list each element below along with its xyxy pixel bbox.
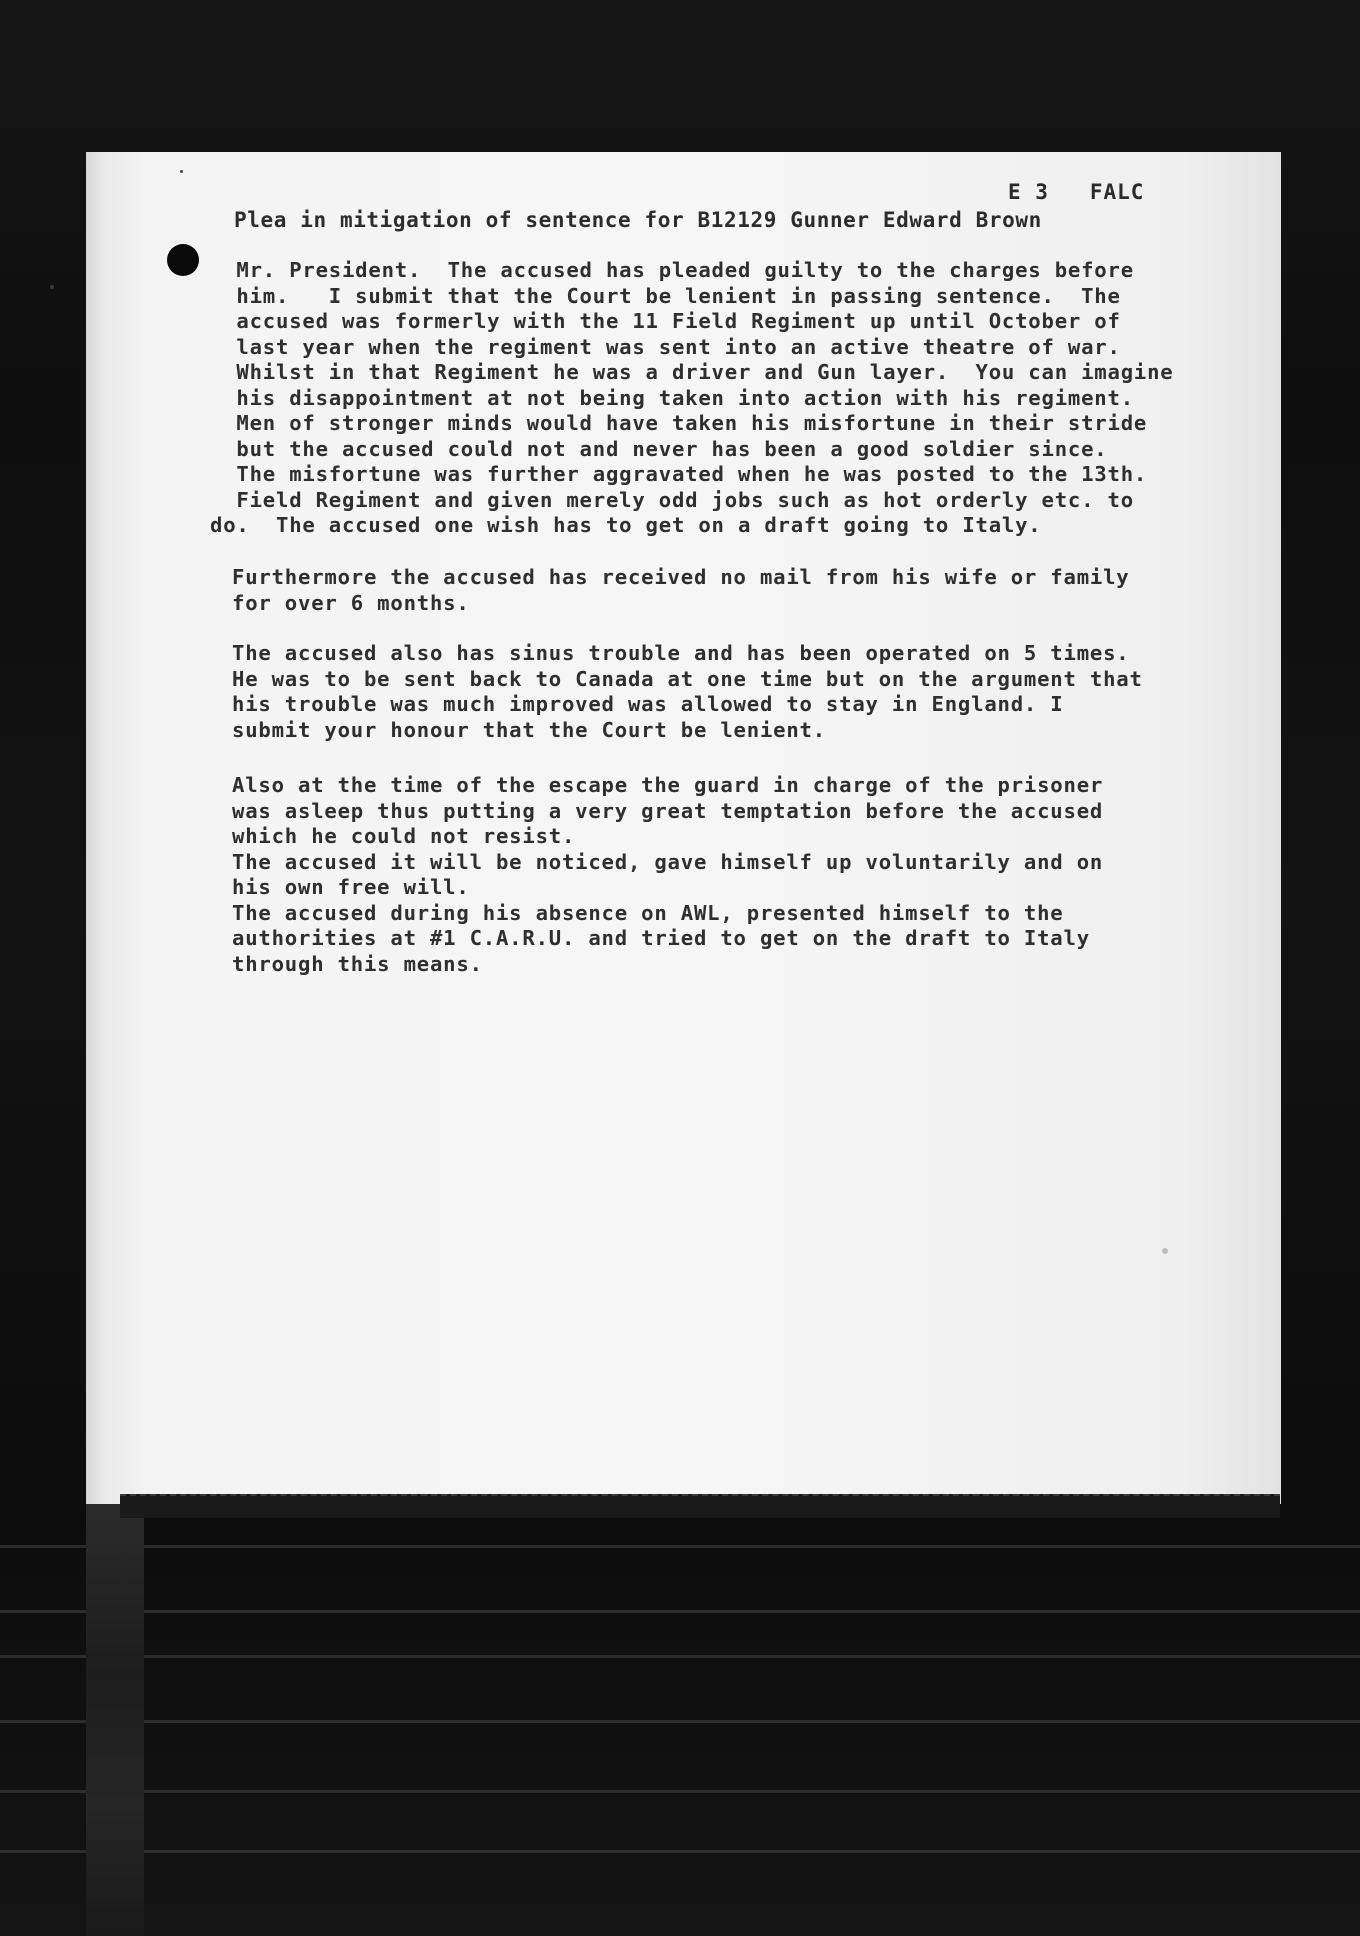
document-reference: E 3 FALC: [1008, 180, 1145, 204]
film-streak: [0, 1720, 1360, 1723]
film-streak: [0, 1655, 1360, 1658]
document-title: Plea in mitigation of sentence for B12129 Gunner Edward Brown: [234, 208, 1042, 232]
film-streak: [0, 1850, 1360, 1853]
dust-speck: [180, 170, 183, 173]
page-torn-edge: [120, 1494, 1280, 1518]
film-edge-strip: [86, 1500, 144, 1936]
page-edge-shadow: [86, 152, 102, 1504]
dust-speck: [50, 285, 54, 289]
paragraph-sinus: The accused also has sinus trouble and has been operated on 5 times. He was to be sent back to Canada at one time but on the argument that his trouble was much improved was allowed to stay in England. I submit your honour that the Court be lenient.: [232, 641, 1143, 742]
film-streak: [0, 1545, 1360, 1548]
dust-speck: [1162, 1248, 1168, 1254]
paragraph-escape: Also at the time of the escape the guard in charge of the prisoner was asleep thus putting a very great temptation before the accused which he could not resist. The accused it will be noticed, gave himself up voluntarily and on his own free will. The accused during his absence on AWL, presented himself to the authorities at #1 C.A.R.U. and tried to get on the draft to Italy through this means.: [232, 773, 1104, 976]
paragraph-opening: Mr. President. The accused has pleaded guilty to the charges before him. I submit that the Court be lenient in passing sentence. The accused was formerly with the 11 Field Regiment up until October of last year when the regiment was sent into an active theatre of war. Whilst in that Regiment he was a driver and Gun layer. You can imagine his disappointment at not being taken into action with his regiment. Men of stronger minds would have taken his misfortune in their stride but the accused could not and never has been a good soldier since. The misfortune was further aggravated when he was posted to the 13th. Field Regiment and given merely odd jobs such as hot orderly etc. to do. The accused one wish has to get on a draft going to Italy.: [210, 258, 1174, 537]
punch-hole: [167, 244, 199, 276]
film-streak: [0, 1610, 1360, 1613]
film-streak: [0, 1790, 1360, 1793]
paragraph-mail: Furthermore the accused has received no mail from his wife or family for over 6 months.: [232, 565, 1130, 615]
